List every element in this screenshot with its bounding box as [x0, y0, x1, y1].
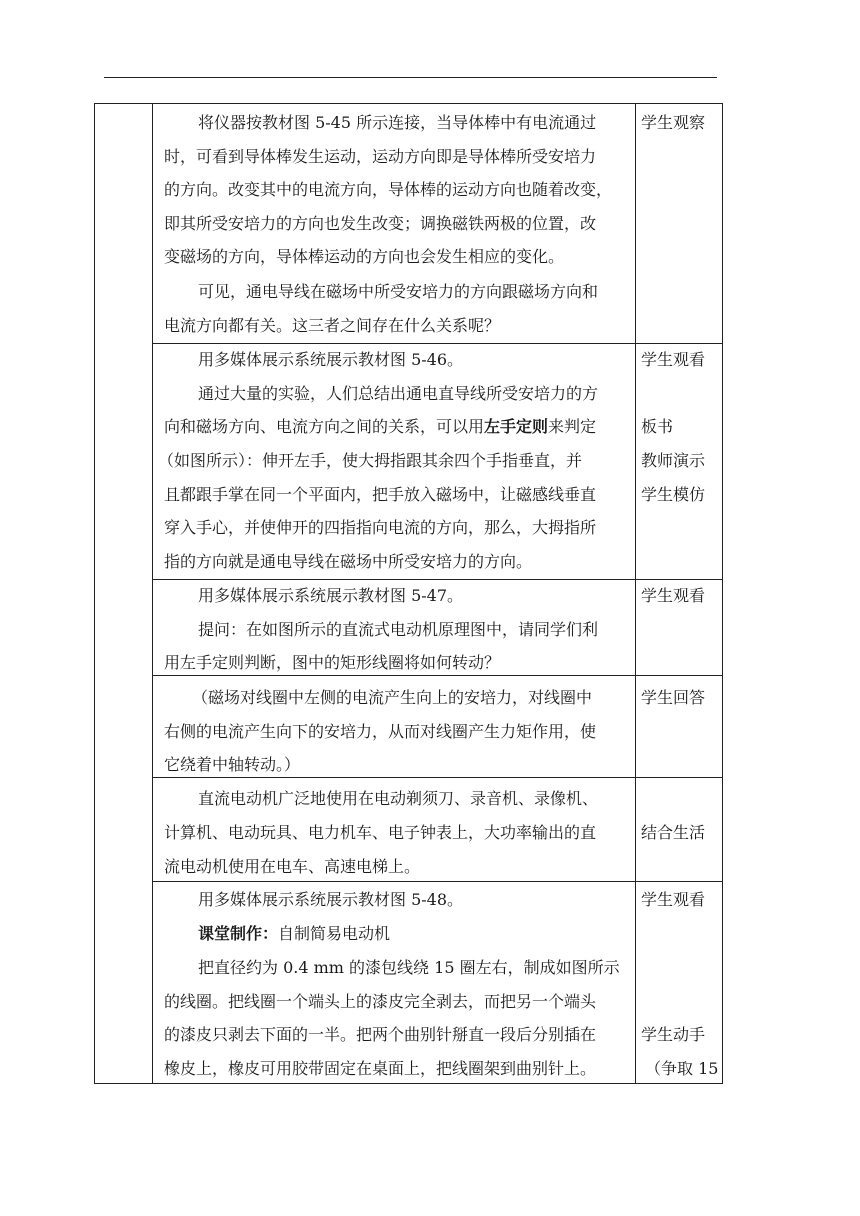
text-segment: 自制简易电动机 — [278, 924, 391, 943]
text-line: 可见，通电导线在磁场中所受安培力的方向跟磁场方向和 — [198, 282, 599, 301]
text-line — [164, 415, 596, 439]
text-line: 橡皮上，橡皮可用胶带固定在桌面上，把线圈架到曲别针上。 — [164, 1059, 597, 1078]
row-divider — [152, 777, 722, 778]
activity-note: 板书 — [641, 417, 674, 436]
text-line: 的线圈。把线圈一个端头上的漆皮完全剥去，而把另一个端头 — [164, 992, 597, 1011]
text-line: 把直径约为 0.4 mm 的漆包线绕 15 圈左右，制成如图所示 — [198, 958, 620, 977]
text-line: 的方向。改变其中的电流方向，导体棒的运动方向也随着改变， — [164, 180, 613, 199]
text-line: 它绕着中轴转动。） — [164, 755, 301, 774]
text-line: 右侧的电流产生向下的安培力，从而对线圈产生力矩作用，使 — [164, 722, 597, 741]
text-line: 指的方向就是通电导线在磁场中所受安培力的方向。 — [164, 552, 533, 571]
text-line: 直流电动机广泛地使用在电动剃须刀、录音机、录像机、 — [198, 789, 599, 808]
activity-note: 学生观看 — [641, 350, 706, 369]
text-line: 用多媒体展示系统展示教材图 5-48。 — [198, 890, 464, 909]
text-line: 用左手定则判断，图中的矩形线圈将如何转动？ — [164, 653, 501, 672]
section-heading: 课堂制作： — [198, 924, 279, 943]
activity-note: 学生动手 — [641, 1025, 706, 1044]
column-divider-left — [152, 104, 153, 1083]
text-line: （如图所示）：伸开左手，使大拇指跟其余四个手指垂直，并 — [158, 451, 583, 470]
row-divider — [152, 675, 722, 676]
text-line: 将仪器按教材图 5-45 所示连接，当导体棒中有电流通过 — [198, 113, 597, 132]
activity-note: 学生观察 — [641, 113, 706, 132]
text-line: 穿入手心，并使伸开的四指指向电流的方向，那么，大拇指所 — [164, 518, 597, 537]
row-divider — [152, 881, 722, 882]
text-line: 流电动机使用在电车、高速电梯上。 — [164, 857, 421, 876]
activity-note: 学生观看 — [641, 586, 706, 605]
text-line: （磁场对线圈中左侧的电流产生向上的安培力，对线圈中 — [192, 688, 593, 707]
activity-note: 学生回答 — [641, 688, 706, 707]
activity-note: 学生观看 — [641, 890, 706, 909]
row-divider — [152, 343, 722, 344]
activity-note: 教师演示 — [641, 451, 706, 470]
text-line: 的漆皮只剥去下面的一半。把两个曲别针掰直一段后分别插在 — [164, 1025, 597, 1044]
text-segment: 来判定 — [548, 417, 597, 436]
left-hand-rule-term: 左手定则 — [484, 417, 549, 436]
text-line: 且都跟手掌在同一个平面内，把手放入磁场中，让磁感线垂直 — [164, 485, 597, 504]
text-line: 提问：在如图所示的直流式电动机原理图中，请同学们利 — [198, 620, 599, 639]
text-line: 电流方向都有关。这三者之间存在什么关系呢？ — [164, 316, 501, 335]
activity-note: 学生模仿 — [641, 485, 706, 504]
text-line: 时，可看到导体棒发生运动，运动方向即是导体棒所受安培力 — [164, 147, 597, 166]
text-line: 通过大量的实验，人们总结出通电直导线所受安培力的方 — [198, 384, 599, 403]
text-segment: 向和磁场方向、电流方向之间的关系，可以用 — [164, 417, 485, 436]
column-divider-right — [635, 104, 636, 1083]
text-line: 用多媒体展示系统展示教材图 5-46。 — [198, 350, 464, 369]
text-line: 用多媒体展示系统展示教材图 5-47。 — [198, 586, 464, 605]
header-rule — [104, 77, 717, 78]
activity-note: （争取 15 — [645, 1059, 719, 1078]
activity-note: 结合生活 — [641, 823, 706, 842]
text-line: 即其所受安培力的方向也发生改变；调换磁铁两极的位置，改 — [164, 214, 597, 233]
text-line: 计算机、电动玩具、电力机车、电子钟表上，大功率输出的直 — [164, 823, 597, 842]
text-line — [198, 922, 390, 946]
text-line: 变磁场的方向，导体棒运动的方向也会发生相应的变化。 — [164, 247, 565, 266]
row-divider — [152, 579, 722, 580]
